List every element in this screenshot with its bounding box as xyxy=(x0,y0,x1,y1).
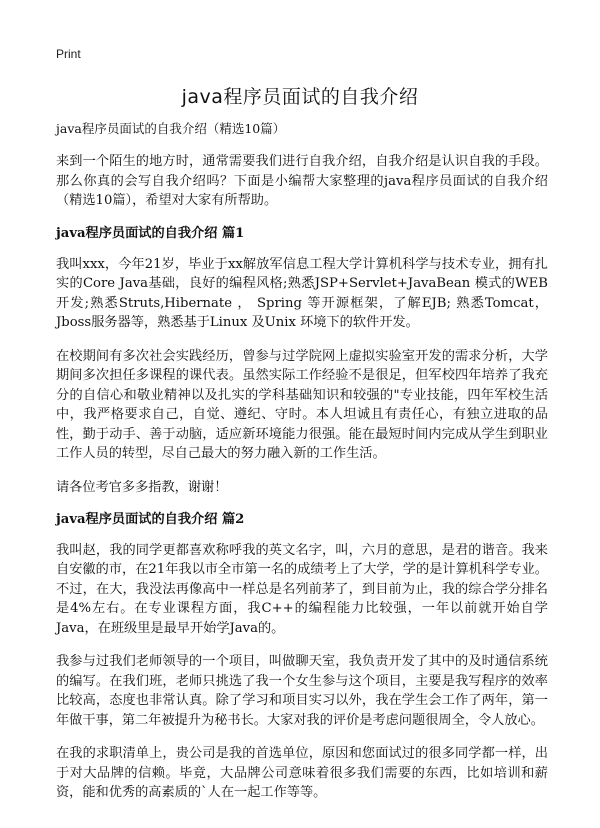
section-2-paragraph-1: 我叫赵，我的同学更都喜欢称呼我的英文名字，叫，六月的意思，是君的谐音。我来自安徽的市，在21年我以市全市第一名的成绩考上了大学，学的是计算机科学专业。不过，在大，我没法再像高中一样总是名列前茅了，到目前为止，我的综合学分排名是4%左右。在专业课程方面，我C++的编程能力比较强，一年以前就开始自学Java，在班级里是最早开始学Java的。 xyxy=(56,542,548,636)
document-title: java程序员面试的自我介绍 xyxy=(181,86,419,108)
section-2-paragraph-2: 我参与过我们老师领导的一个项目，叫做聊天室，我负责开发了其中的及时通信系统的编写。在我们班，老师只挑选了我一个女生参与这个项目，主要是我写程序的效率比较高，态度也非常认真。除了学习和项目实习以外，我在学生会工作了两年，第一年做干事，第二年被提升为秘书长。大家对我的评价是考虑问题很周全，令人放心。 xyxy=(56,654,548,728)
document-content xyxy=(56,120,548,817)
section-1-paragraph-2: 在校期间有多次社会实践经历，曾参与过学院网上虚拟实验室开发的需求分析，大学期间多次担任多课程的课代表。虽然实际工作经验不是很足，但军校四年培养了我充分的自信心和敬业精神以及扎实的学科基础知识和较强的"专业技能，四年军校生活中，我严格要求自己，自觉、遵纪、守时。本人坦诚且有责任心，有独立进取的品性，勤于动手、善于动脑，适应新环境能力很强。能在最短时间内完成从学生到职业工作人员的转型，尽自己最大的努力融入新的工作生活。 xyxy=(56,348,548,461)
intro-paragraph: 来到一个陌生的地方时，通常需要我们进行自我介绍，自我介绍是认识自我的手段。那么你真的会写自我介绍吗？下面是小编帮大家整理的java程序员面试的自我介绍（精选10篇），希望对大家有所帮助。 xyxy=(56,154,548,208)
section-1-closing: 请各位考官多多指教，谢谢！ xyxy=(56,479,228,495)
section-heading-2: java程序员面试的自我介绍 篇2 xyxy=(56,511,245,527)
print-label[interactable]: Print xyxy=(56,47,81,61)
section-1-paragraph-1: 我叫xxx，今年21岁，毕业于xx解放军信息工程大学计算机科学与技术专业，拥有扎实的Core Java基础，良好的编程风格;熟悉JSP+Servlet+JavaBean 模式的WEB开发;熟悉Struts,Hibernate ， Spring 等开源框架，了解EJB; 熟悉Tomcat，Jboss服务器等，熟悉基于Linux 及Unix 环境下的软件开发。 xyxy=(56,256,548,330)
document-subtitle: java程序员面试的自我介绍（精选10篇） xyxy=(56,121,286,136)
section-2-paragraph-3: 在我的求职清单上，贵公司是我的首选单位，原因和您面试过的很多同学都一样，出于对大品牌的信赖。毕竟，大品牌公司意味着很多我们需要的东西，比如培训和薪资，能和优秀的高素质的`人在一起工作等等。 xyxy=(56,746,548,800)
section-heading-1: java程序员面试的自我介绍 篇1 xyxy=(56,225,245,241)
